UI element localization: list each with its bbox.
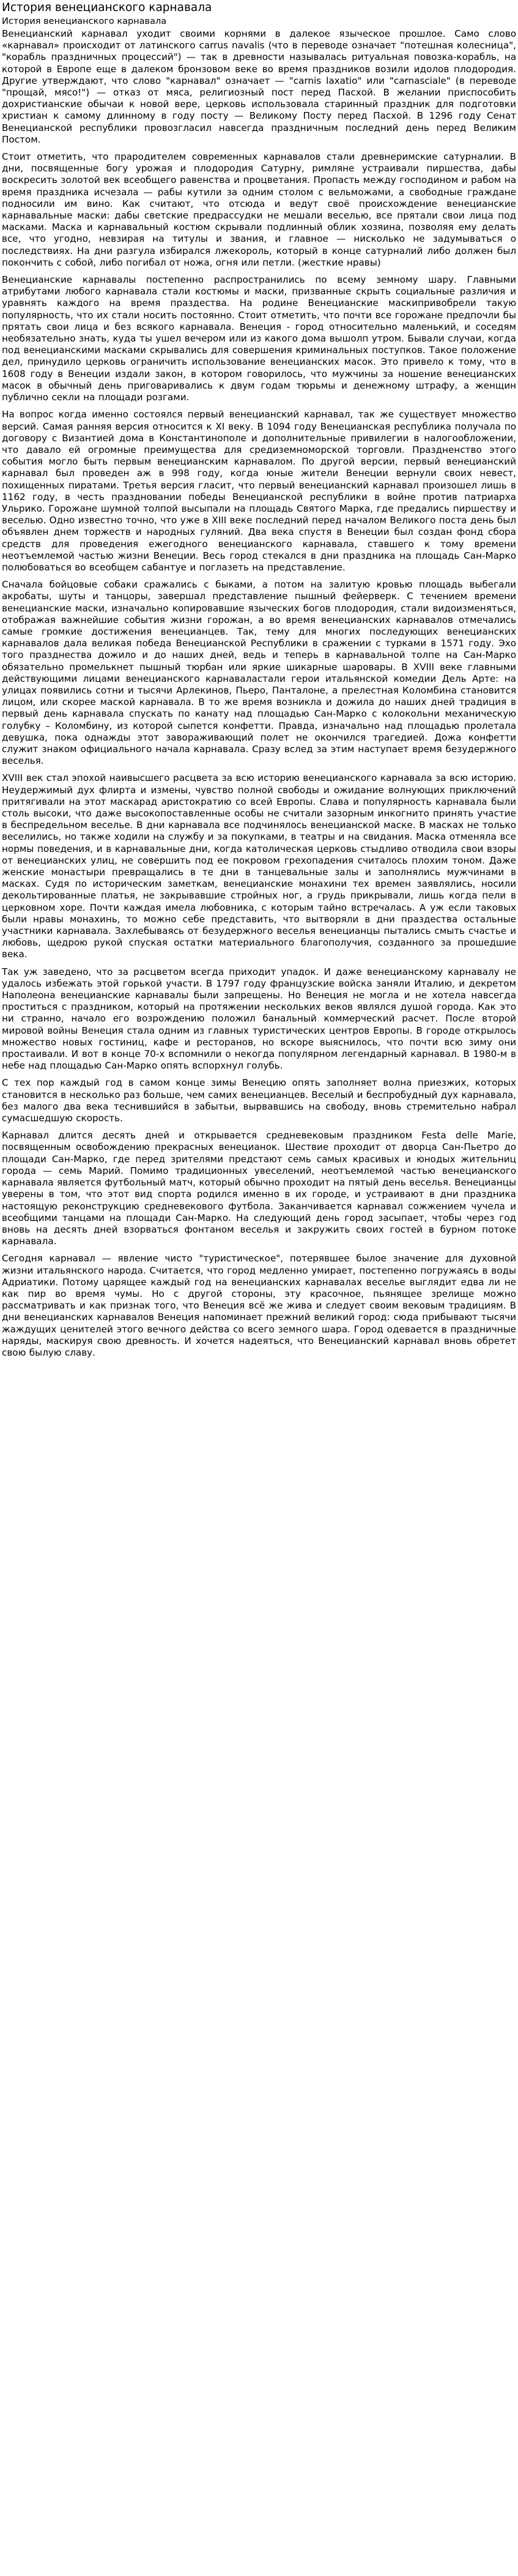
paragraph-festival-program: Карнавал длится десять дней и открывается средневековым праздником Festa delle Marie, посвященным освобождению прекрасных венецианок. Шествие проходит от дворца Сан-Пьетро до площади Сан-Марко, где перед зрителями предстают семь самых красивых и юнодых жительниц города — семь Марий. Помимо традиционных увеселений, неотъемлемой частью венецианского карнавала является футбольный матч, который обычно проходит на пятый день веселья. Венецианцы уверены в том, что этот вид спорта родился именно в их городе, и устраивают в дни праздника настоящую реконструкцию средневекового футбола. Заканчивается карнавал сожжением чучела и всеобщими танцами на площади Сан-Марко. На следующий день город засыпает, чтобы через год вновь на десять дней взорваться фонтаном веселья и закружить своих гостей в бурном потоке карнавала. xyxy=(2,1130,516,1247)
paragraph-revival: С тех пор каждый год в самом конце зимы Венецию опять заполняет волна приезжих, которых становится в несколько раз больше, чем самих венецианцев. Веселый и беспробудный дух карнавала, без малого два века теснившийся в забытьи, вырвавшись на свободу, вновь стремительно набрал сумасшедшую скорость. xyxy=(2,1077,517,1124)
paragraph-eighteenth-century: XVIII век стал эпохой наивысшего расцвета за всю историю венецианского карнавала за всю историю. Неудержимый дух флирта и измены, чувство полной свободы и ожидание волнующих приключений притягивали на этот маскарад аристократию со всей Европы. Слава и популярность карнавала были столь высоки, что даже высокопоставленные особы не считали зазорным инкогнито принять участие в беспредельном веселье. В дни карнавала все подчинялось венецианской маске. В масках не только веселились, но также ходили на службу и за покупками, в театры и на свидания. Маска отменяла все нормы поведения, и в карнавальные дни, когда католическая церковь стыдливо отводила свои взоры от венецианских улиц, не совершить под ее покровом грехопадения считалось плохим тоном. Даже женские монастыри превращались в те дни в танцевальные залы и заполнялись мужчинами в масках. Судя по историческим заметкам, венецианские монахини тех времен заявлялись, носили декольтированные платья, не закрывавшие стройных ног, а грудь прикрывали, лишь когда пели в церковном хоре. Почти каждая имела любовника, с которым тайно встречалась. А уж если таковых были нравы монахинь, то можно себе представить, что вытворяли в дни праздества остальные участники карнавала. Захлебываясь от безудержного веселья венецианцы пытались смыть счастье и любовь, щедрою рукой спуская остатки материального благополучия, созданного за прошедшие века. xyxy=(2,772,516,960)
article-subtitle: История венецианского карнавала xyxy=(2,17,167,26)
paragraph-decline: Так уж заведено, что за расцветом всегда приходит упадок. И даже венецианскому карнавалу не удалось избежать этой горькой участи. В 1797 году французские войска заняли Италию, и декретом Наполеона венецианские карнавалы были запрещены. Но Венеция не могла и не хотела навсегда проститься с праздником, который на протяжении нескольких веков являлся душой города. Как это ни странно, начало его возрождению положил банальный коммерческий расчет. После второй мировой войны Венеция стала одним из главных туристических центров Европы. В городе открылось множество новых гостиниц, кафе и ресторанов, но вскоре выяснилось, что почти всю зиму они простаивали. И вот в конце 70-х вспомнили о некогда популярном легендарный карнавал. В 1980-м в небе над площадью Сан-Марко опять вспорхнул голубь. xyxy=(2,966,516,1072)
paragraph-saturnalia: Стоит отметить, что прародителем современных карнавалов стали древнеримские сатурналии. В дни, посвященные богу урожая и плодородия Сатурну, римляне устраивали пиршества, дабы воскресить золотой век всеобщего равенства и процветания. Пропасть между господином и рабом на время праздника исчезала — рабы кутили за одним столом с вельможами, а свободные граждане подносили им вино. Как считают, что отсюда и ведут своё происхождение венецианские карнавальные маски: дабы светские предрассудки не мешали веселью, все прятали свои лица под масками. Маска и карнавальный костюм скрывали подлинный облик хозяина, позволяя ему делать все, что угодно, невзирая на титулы и звания, и главное — нисколько не задумываться о последствиях. На дни разгула избирался лжекороль, который в конце сатурналий либо должен был покончить с собой, либо погибал от ножа, огня или петли. (жесткие нравы) xyxy=(2,151,516,268)
paragraph-masks: Венецианские карнавалы постепенно распространились по всему земному шару. Главными атрибутами любого карнавала стали костюмы и маски, призванные скрыть социальные различия и уравнять каждого на время праздества. На родине Венецианские маскипривобрели такую популярность, что их стали носить постоянно. Стоит отметить, что почти все горожане предпочли бы прятать свои лица и без всякого карнавала. Венеция - город относительно маленький, и соседям необязательно знать, куда ты ушел вечером или из какого дома вышолп утром. Бывали случаи, когда под венецианскими масками скрывались для совершения криминальных поступков. Такое положение дел, принудило церковь ограничить использование венецианских масок. Это привело к тому, что в 1608 году в Венеции издали закон, в котором говорилось, что мужчины за ношение венецианских масок в обычный день приговаривались к двум годам тюрьмы и денежному штрафу, а женщин публично секли на площади розгами. xyxy=(2,274,516,403)
paragraph-performances: Сначала бойцовые собаки сражались с быками, а потом на залитую кровью площадь выбегали акробаты, шуты и танцоры, завершал представление пышный фейерверк. С течением времени венецианские маски, изначально копировавшие языческих богов плодородия, стали видоизменяться, отображая важнейшие события жизни горожан, а во время венецианских карнавалов отмечались самые громкие достижения венецианцев. Так, тему для многих последующих венецианских карнавалов дала великая победа Венецианской Республики в сражении с турками в 1571 году. Эхо того празднества дожило и до наших дней, ведь и теперь в карнавальной толпе на Сан-Марко обязательно промелькнет пышный тюрбан или яркие шикарные шаровары. В XVIII веке главными действующими лицами венецианского карнавалаcтали герои итальянской комедии Дель Арте: на улицах появились сотни и тысячи Арлекинов, Пьеро, Панталоне, а прелестная Коломбина становится лицом, или скорее маской карнавала. В то же время возникла и дожила до наших дней традиция в первый день карнавала спускать по канату над площадью Сан-Марко с колокольни механическую голубку – Коломбину, из которой сыпется конфетти. Правда, изначально над площадью пролетала девушка, пока однажды этот завораживающий полет не окончился трагедией. Дожа конфетти служит знаком официального начала карнавала. Сразу вслед за этим наступает время безудержного веселья. xyxy=(2,579,516,767)
paragraph-first-carnival: На вопрос когда именно состоялся первый венецианский карнавал, так же существует множество версий. Самая ранняя версия относится к XI веку. В 1094 году Венецианская республика получала по договору с Византией дома в Константинополе и дополнительные привилегии в налогообложении, что давало ей огромные преимущества для средиземноморской торговли. Праздненство этого события могло быть первым венецианским карнавалом. По другой версии, первый венецианский карнавал был проведен аж в 998 году, когда юные жители Венеции вернули своих невест, похищенных пиратами. Третья версия гласит, что первый венецианский карнавал произошел лишь в 1162 году, в честь праздновании победы Венецианской республики в войне против патриарха Ульрико. Горожане шумной толпой высыпали на площадь Святого Марка, где предались пиршеству и веселью. Одно известно точно, что уже в XIII веке последний перед началом Великого поста день был объявлен днем торжеств и народных гуляний. Два века спустя в Венеции был создан фонд сбора средств для проведения ежегодного венецианского карнавала, ставшего к тому времени неотъемлемой частью жизни Венеции. Весь город стекался в дни праздника на площадь Сан-Марко полюбоваться во всеобщем сабантуе и поглазеть на представление. xyxy=(2,409,516,573)
paragraph-intro: Венецианский карнавал уходит своими корнями в далекое языческое прошлое. Само слово «карнавал» происходит от латинского carrus navalis (что в переводе означает "потешная колесница", "корабль праздничных процессий") — так в древности называлась ритуальная повозка-корабль, на которой в Европе еще в далеком бронзовом веке во время праздников возили идолов плодородия. Другие утверждают, что слово "карнавал" означает — "carnis laxatio" или "carnasciale" (в переводе "прощай, мясо!") — отказ от мяса, религиозный пост перед Пасхой. В желании приспособить дохристианские обычаи к новой вере, церковь использовала старинный праздник для подготовки христиан к самому длинному в году посту — Великому Посту перед Пасхой. В 1296 году Сенат Венецианской республики провозгласил навсегда праздничным последний день перед Великим Постом. xyxy=(2,28,516,145)
paragraph-today: Сегодня карнавал — явление чисто "туристическое", потерявшее былое значение для духовной жизни итальянского народа. Считается, что город медленно умирает, постепенно погружаясь в воды Адриатики. Потому царящее каждый год на венецианских карнавалах веселье выглядит едва ли не как пир во время чумы. Но с другой стороны, эту красочное, пьянящее зрелище можно рассматривать и как признак того, что Венеция всё же жива и следует своим вековым традициям. В дни венецианских карнавалов Венеция напоминает прежний великий город: сюда прибывают тысячи жаждущих ценителей этого вечного действа со всего земного шара. Город одевается в праздничные наряды, маскируя свою древность. И хочется надеяться, что Венецианский карнавал вновь обретет свою былую славу. xyxy=(2,1253,516,1358)
page-title: История венецианского карнавала xyxy=(2,1,212,14)
